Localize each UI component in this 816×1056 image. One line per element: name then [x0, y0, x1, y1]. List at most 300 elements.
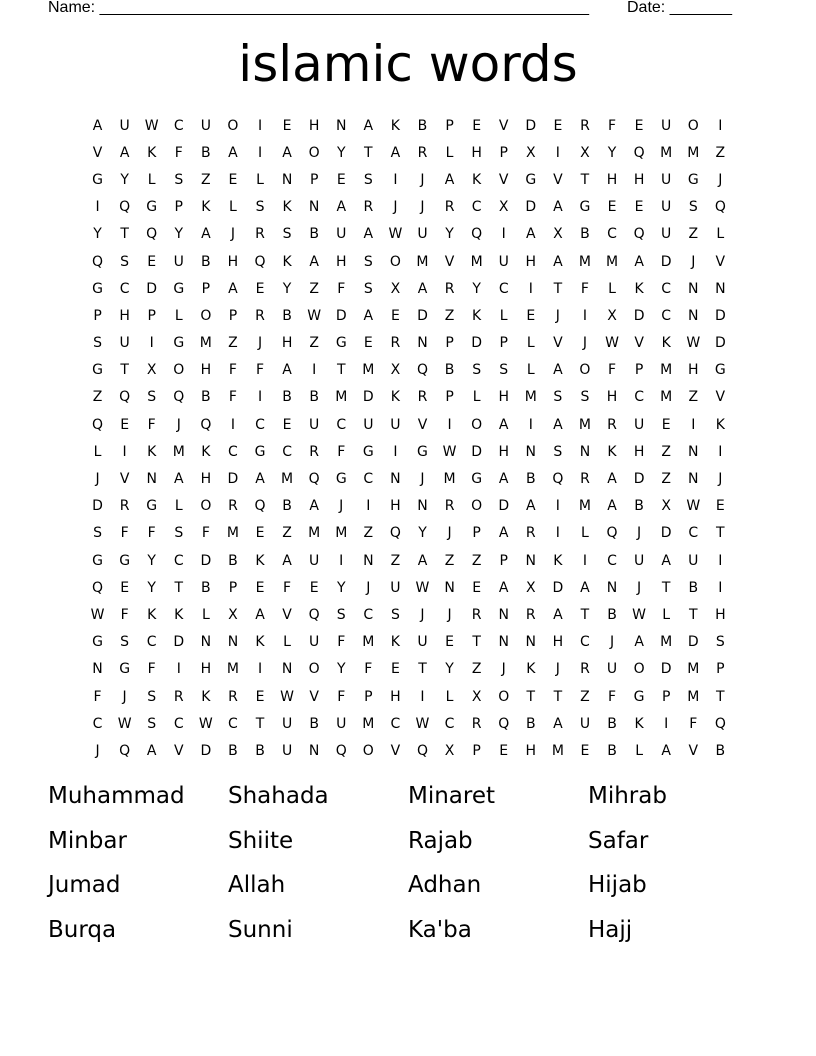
grid-letter: A	[661, 742, 671, 759]
grid-letter: S	[255, 199, 265, 216]
grid-letter: N	[363, 552, 374, 569]
grid-letter: E	[282, 416, 292, 433]
grid-letter: H	[471, 144, 482, 161]
grid-letter: M	[524, 389, 537, 406]
grid-letter: L	[472, 389, 481, 406]
grid-letter: T	[580, 606, 590, 623]
grid-letter: G	[579, 199, 591, 216]
grid-letter: O	[579, 362, 591, 379]
grid-letter: E	[309, 579, 319, 596]
grid-letter: H	[200, 471, 212, 488]
grid-letter: I	[366, 498, 371, 515]
grid-letter: M	[226, 525, 239, 542]
grid-letter: K	[634, 280, 644, 297]
grid-letter: I	[149, 335, 154, 352]
grid-letter: T	[688, 606, 698, 623]
grid-letter: L	[608, 280, 616, 297]
grid-letter: A	[661, 552, 671, 569]
grid-letter: C	[363, 606, 374, 623]
word-list-item: Mihrab	[588, 783, 667, 809]
grid-letter: C	[688, 525, 699, 542]
grid-letter: X	[146, 362, 157, 379]
grid-letter: I	[176, 661, 181, 678]
grid-letter: J	[637, 525, 642, 542]
grid-letter: U	[336, 715, 347, 732]
grid-letter: D	[687, 634, 699, 651]
grid-letter: B	[282, 307, 292, 324]
grid-letter: C	[228, 715, 238, 732]
grid-letter: W	[415, 715, 430, 732]
grid-letter: A	[255, 606, 265, 623]
grid-letter: R	[417, 389, 428, 406]
grid-letter: B	[228, 742, 238, 759]
grid-letter: J	[230, 226, 235, 243]
grid-letter: A	[228, 144, 238, 161]
grid-letter: B	[580, 226, 590, 243]
grid-letter: L	[256, 171, 264, 188]
grid-letter: K	[174, 606, 184, 623]
grid-letter: G	[687, 171, 699, 188]
word-list-item: Muhammad	[48, 783, 185, 809]
grid-letter: K	[255, 634, 265, 651]
grid-letter: A	[363, 307, 374, 324]
grid-letter: Y	[336, 144, 346, 161]
grid-letter: K	[147, 443, 157, 460]
grid-letter: E	[472, 117, 482, 134]
grid-letter: Z	[390, 552, 401, 569]
grid-letter: S	[688, 199, 698, 216]
grid-letter: P	[309, 171, 319, 188]
grid-letter: Y	[93, 226, 102, 243]
grid-letter: N	[200, 634, 212, 651]
grid-letter: I	[718, 579, 723, 596]
grid-letter: D	[525, 199, 537, 216]
grid-letter: N	[92, 661, 103, 678]
grid-letter: B	[282, 389, 292, 406]
grid-letter: F	[607, 117, 617, 134]
grid-letter: Q	[119, 389, 131, 406]
grid-letter: W	[388, 226, 403, 243]
grid-letter: N	[417, 498, 428, 515]
grid-letter: I	[501, 226, 506, 243]
grid-row	[84, 520, 734, 547]
grid-letter: M	[362, 715, 375, 732]
grid-letter: E	[445, 634, 454, 651]
grid-letter: N	[281, 171, 293, 188]
grid-letter: O	[471, 498, 483, 515]
grid-letter: C	[498, 280, 509, 297]
grid-letter: K	[472, 307, 482, 324]
grid-letter: M	[687, 688, 700, 705]
grid-letter: S	[174, 171, 184, 188]
grid-letter: M	[199, 335, 212, 352]
grid-letter: N	[715, 280, 726, 297]
grid-letter: A	[444, 171, 455, 188]
grid-letter: S	[363, 280, 373, 297]
grid-row	[84, 275, 734, 302]
grid-letter: R	[444, 199, 455, 216]
grid-letter: G	[92, 552, 103, 569]
grid-letter: I	[257, 117, 263, 134]
grid-letter: O	[362, 742, 374, 759]
grid-letter: U	[119, 117, 130, 134]
grid-letter: J	[257, 335, 263, 352]
grid-letter: E	[607, 199, 617, 216]
grid-letter: E	[499, 742, 509, 759]
grid-letter: C	[92, 715, 103, 732]
grid-letter: O	[471, 416, 483, 433]
grid-letter: Q	[92, 416, 104, 433]
grid-letter: E	[634, 199, 644, 216]
grid-letter: H	[200, 661, 212, 678]
grid-letter: D	[146, 280, 158, 297]
grid-letter: A	[228, 280, 238, 297]
grid-letter: F	[689, 715, 698, 732]
grid-letter: K	[472, 171, 482, 188]
grid-letter: H	[715, 606, 726, 623]
grid-letter: D	[92, 498, 103, 515]
grid-letter: A	[553, 606, 563, 623]
grid-letter: O	[227, 117, 239, 134]
grid-letter: P	[364, 688, 373, 705]
grid-letter: I	[393, 443, 398, 460]
grid-letter: D	[227, 471, 239, 488]
grid-letter: A	[417, 280, 428, 297]
grid-letter: Y	[336, 661, 346, 678]
grid-letter: O	[389, 253, 401, 270]
grid-letter: B	[688, 579, 699, 596]
grid-letter: F	[337, 443, 346, 460]
grid-letter: Q	[92, 579, 104, 596]
grid-letter: P	[634, 362, 644, 379]
grid-letter: F	[147, 661, 156, 678]
grid-row	[84, 629, 734, 656]
grid-letter: Y	[472, 280, 481, 297]
grid-letter: B	[607, 715, 617, 732]
grid-letter: Z	[471, 552, 482, 569]
grid-letter: A	[282, 362, 292, 379]
grid-letter: Y	[445, 226, 454, 243]
grid-letter: H	[119, 307, 130, 324]
grid-letter: D	[552, 579, 564, 596]
grid-letter: E	[472, 579, 482, 596]
grid-letter: N	[606, 579, 618, 596]
grid-letter: Z	[444, 307, 455, 324]
grid-letter: Z	[309, 280, 319, 297]
grid-letter: F	[147, 525, 156, 542]
grid-letter: E	[120, 416, 130, 433]
grid-letter: Q	[714, 199, 726, 216]
grid-letter: Q	[119, 199, 131, 216]
grid-letter: E	[390, 307, 400, 324]
grid-letter: U	[336, 226, 347, 243]
grid-letter: N	[417, 335, 428, 352]
grid-letter: R	[119, 498, 130, 515]
grid-letter: F	[228, 389, 237, 406]
grid-letter: H	[633, 171, 645, 188]
grid-letter: J	[691, 253, 696, 270]
grid-letter: R	[525, 606, 536, 623]
grid-letter: A	[309, 253, 319, 270]
name-label: Name: _______________________________________________________	[48, 0, 589, 16]
grid-letter: E	[255, 688, 265, 705]
grid-letter: K	[526, 661, 536, 678]
grid-row	[84, 465, 734, 492]
grid-row	[84, 112, 734, 139]
grid-letter: J	[95, 742, 100, 759]
grid-letter: Z	[688, 389, 699, 406]
grid-letter: H	[281, 335, 293, 352]
word-list-item: Safar	[588, 827, 649, 854]
grid-letter: L	[635, 742, 643, 759]
grid-letter: M	[551, 742, 564, 759]
grid-letter: W	[686, 335, 701, 352]
grid-letter: J	[447, 525, 452, 542]
grid-letter: K	[390, 389, 400, 406]
grid-letter: R	[471, 715, 482, 732]
grid-letter: S	[120, 253, 130, 270]
grid-letter: W	[198, 715, 213, 732]
grid-letter: U	[417, 634, 428, 651]
grid-row	[84, 493, 734, 520]
grid-letter: J	[718, 471, 723, 488]
grid-letter: E	[282, 117, 292, 134]
grid-letter: R	[580, 471, 590, 488]
grid-letter: O	[308, 144, 320, 161]
grid-letter: W	[415, 579, 430, 596]
grid-letter: Q	[119, 742, 131, 759]
grid-letter: A	[634, 253, 644, 270]
grid-letter: K	[201, 688, 211, 705]
grid-letter: E	[661, 416, 671, 433]
grid-letter: C	[390, 715, 401, 732]
grid-letter: H	[308, 117, 320, 134]
grid-letter: I	[420, 688, 425, 705]
grid-letter: E	[147, 253, 157, 270]
grid-letter: M	[335, 525, 348, 542]
grid-letter: C	[173, 552, 184, 569]
grid-letter: U	[309, 634, 320, 651]
grid-letter: A	[173, 471, 184, 488]
grid-letter: H	[552, 634, 564, 651]
grid-letter: M	[470, 253, 483, 270]
grid-letter: A	[282, 144, 292, 161]
grid-row	[84, 438, 734, 465]
grid-letter: I	[691, 416, 696, 433]
grid-letter: X	[228, 606, 238, 623]
grid-letter: N	[146, 471, 157, 488]
grid-letter: U	[309, 552, 320, 569]
grid-letter: C	[255, 416, 265, 433]
grid-letter: N	[688, 307, 699, 324]
grid-letter: D	[200, 552, 212, 569]
grid-letter: J	[420, 606, 425, 623]
grid-row	[84, 710, 734, 737]
grid-letter: M	[226, 661, 239, 678]
word-list-item: Minaret	[408, 783, 496, 809]
grid-letter: F	[337, 634, 346, 651]
grid-letter: V	[444, 253, 455, 270]
grid-letter: I	[257, 661, 263, 678]
grid-letter: C	[471, 199, 482, 216]
grid-letter: Q	[200, 416, 212, 433]
grid-letter: J	[420, 171, 425, 188]
grid-letter: H	[498, 389, 509, 406]
grid-letter: O	[687, 117, 699, 134]
grid-letter: Z	[688, 226, 699, 243]
grid-letter: G	[417, 443, 428, 460]
grid-letter: K	[255, 552, 265, 569]
grid-letter: U	[390, 579, 401, 596]
grid-letter: S	[553, 389, 563, 406]
grid-letter: W	[605, 335, 619, 352]
grid-letter: I	[664, 715, 669, 732]
grid-letter: A	[553, 199, 563, 216]
grid-letter: A	[201, 226, 211, 243]
grid-row	[84, 139, 734, 166]
grid-letter: N	[525, 552, 537, 569]
grid-letter: P	[147, 307, 156, 324]
grid-letter: F	[120, 606, 129, 623]
grid-letter: T	[716, 525, 725, 542]
grid-letter: X	[661, 498, 671, 515]
grid-row	[84, 737, 734, 764]
grid-letter: V	[553, 171, 563, 188]
grid-letter: W	[144, 117, 159, 134]
grid-letter: J	[447, 606, 452, 623]
grid-letter: L	[499, 307, 508, 324]
grid-letter: C	[580, 634, 590, 651]
grid-letter: S	[336, 606, 346, 623]
grid-letter: H	[227, 253, 239, 270]
grid-letter: I	[122, 443, 127, 460]
grid-letter: K	[661, 335, 671, 352]
grid-letter: V	[119, 471, 130, 488]
grid-letter: R	[607, 416, 617, 433]
grid-letter: L	[283, 634, 291, 651]
grid-letter: W	[442, 443, 457, 460]
grid-letter: H	[335, 253, 347, 270]
grid-letter: Y	[607, 144, 617, 161]
grid-letter: C	[607, 226, 617, 243]
grid-letter: M	[687, 144, 700, 161]
grid-letter: U	[390, 416, 401, 433]
grid-letter: S	[553, 443, 563, 460]
grid-letter: B	[444, 362, 455, 379]
grid-letter: L	[174, 498, 183, 515]
grid-letter: J	[393, 199, 398, 216]
grid-letter: Y	[120, 171, 129, 188]
grid-letter: A	[553, 362, 563, 379]
grid-letter: W	[280, 688, 294, 705]
grid-letter: Y	[418, 525, 427, 542]
word-list-item: Hajj	[588, 916, 633, 943]
grid-letter: K	[607, 443, 617, 460]
grid-letter: J	[366, 579, 371, 596]
grid-letter: H	[498, 443, 509, 460]
grid-letter: G	[92, 362, 103, 379]
grid-letter: U	[281, 742, 293, 759]
grid-letter: C	[661, 307, 672, 324]
grid-letter: N	[688, 280, 699, 297]
grid-letter: A	[363, 226, 374, 243]
grid-letter: N	[308, 199, 320, 216]
grid-letter: S	[363, 253, 373, 270]
grid-letter: G	[92, 171, 103, 188]
grid-letter: Q	[389, 525, 401, 542]
grid-letter: J	[339, 498, 344, 515]
grid-letter: D	[362, 389, 374, 406]
grid-letter: Q	[416, 742, 428, 759]
grid-letter: E	[336, 171, 346, 188]
grid-letter: Q	[173, 389, 185, 406]
grid-letter: P	[472, 525, 481, 542]
grid-letter: A	[498, 525, 509, 542]
grid-letter: U	[417, 226, 428, 243]
grid-letter: P	[661, 688, 671, 705]
grid-letter: O	[308, 661, 320, 678]
grid-letter: N	[336, 117, 347, 134]
grid-letter: N	[525, 634, 537, 651]
grid-letter: O	[200, 307, 212, 324]
grid-letter: Z	[363, 525, 374, 542]
grid-letter: J	[718, 171, 723, 188]
grid-letter: E	[120, 579, 130, 596]
grid-letter: S	[499, 362, 509, 379]
grid-letter: A	[634, 634, 644, 651]
grid-letter: C	[607, 552, 617, 569]
grid-letter: B	[201, 253, 211, 270]
grid-letter: Z	[661, 471, 671, 488]
grid-letter: M	[578, 416, 591, 433]
grid-letter: I	[528, 280, 533, 297]
word-list-item: Sunni	[228, 916, 293, 943]
grid-letter: M	[335, 389, 348, 406]
grid-letter: G	[471, 471, 483, 488]
grid-letter: K	[282, 199, 292, 216]
grid-letter: A	[282, 552, 292, 569]
grid-letter: C	[173, 715, 184, 732]
grid-letter: X	[390, 280, 401, 297]
grid-row	[84, 221, 734, 248]
word-list-item: Hijab	[588, 872, 647, 898]
grid-letter: V	[715, 253, 726, 270]
grid-letter: J	[176, 416, 181, 433]
grid-letter: B	[607, 606, 617, 623]
grid-row	[84, 574, 734, 601]
grid-letter: R	[580, 117, 590, 134]
page-title: islamic words	[238, 35, 578, 93]
grid-letter: F	[93, 688, 102, 705]
grid-letter: Z	[309, 335, 319, 352]
grid-letter: V	[498, 171, 509, 188]
grid-letter: F	[174, 144, 183, 161]
grid-letter: H	[390, 498, 401, 515]
grid-letter: T	[553, 688, 563, 705]
grid-letter: D	[471, 443, 483, 460]
grid-letter: R	[309, 443, 320, 460]
grid-letter: Z	[715, 144, 726, 161]
grid-letter: P	[472, 742, 481, 759]
grid-letter: K	[147, 606, 157, 623]
grid-letter: D	[525, 117, 537, 134]
grid-letter: A	[553, 253, 563, 270]
grid-letter: G	[335, 471, 347, 488]
grid-letter: D	[660, 525, 672, 542]
grid-letter: T	[174, 579, 184, 596]
grid-letter: F	[120, 525, 129, 542]
grid-letter: D	[173, 634, 185, 651]
